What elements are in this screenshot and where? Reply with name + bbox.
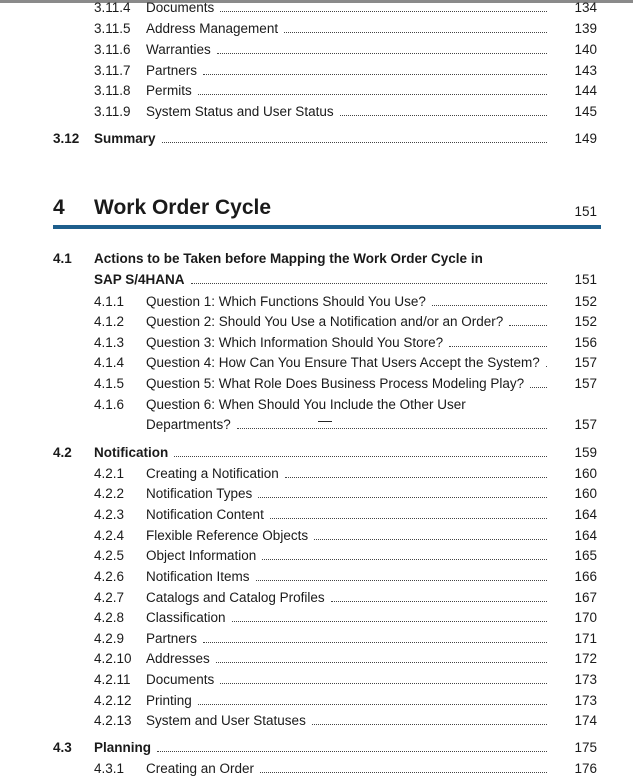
dot-leader [262, 549, 547, 560]
entry-title [146, 335, 553, 350]
entry-title [146, 507, 553, 522]
entry-title-text: Permits [146, 83, 192, 98]
chapter-title: Work Order Cycle [94, 196, 272, 219]
toc-section-4-1[interactable] [0, 272, 633, 292]
entry-page: 157 [574, 376, 597, 391]
entry-title [146, 486, 553, 501]
entry-page: 166 [574, 569, 597, 584]
dot-leader [216, 652, 547, 663]
entry-number: 4.1.6 [94, 397, 125, 412]
toc-entry[interactable] [0, 294, 633, 314]
entry-page: 140 [574, 42, 597, 57]
entry-title-text: Printing [146, 693, 192, 708]
entry-number: 3.11.9 [94, 104, 131, 119]
entry-number: 4.2.7 [94, 590, 125, 605]
entry-page: 174 [574, 713, 597, 728]
entry-number: 3.11.4 [94, 0, 131, 15]
dot-leader [162, 132, 547, 143]
entry-page: 170 [574, 610, 597, 625]
section-number: 4.3 [53, 740, 72, 755]
section-number: 4.1 [53, 251, 72, 266]
dot-leader [530, 377, 547, 388]
dot-leader [546, 356, 547, 367]
entry-page: 164 [574, 507, 597, 522]
dot-leader [203, 632, 547, 643]
toc-entry[interactable] [0, 63, 633, 83]
section-title [94, 272, 553, 287]
entry-number: 4.2.11 [94, 672, 131, 687]
dot-leader [449, 336, 547, 347]
entry-title [146, 314, 553, 329]
entry-title-text: Documents [146, 0, 215, 15]
entry-number: 4.3.1 [94, 761, 125, 776]
entry-page: 167 [574, 590, 597, 605]
entry-title [146, 693, 553, 708]
toc-section-summary[interactable] [0, 131, 633, 151]
entry-title [146, 63, 553, 78]
entry-title-text: Documents [146, 672, 215, 687]
dot-leader [312, 714, 547, 725]
entry-title [146, 610, 553, 625]
section-title [94, 131, 553, 146]
entry-title [146, 376, 553, 391]
entry-title-line1[interactable]: Question 6: When Should You Include the Other User [146, 397, 466, 412]
section-page: 159 [574, 445, 597, 460]
entry-number: 3.11.7 [94, 63, 131, 78]
dot-leader [203, 64, 547, 75]
dot-leader [314, 529, 547, 540]
entry-page: 144 [574, 83, 597, 98]
section-title-text: Summary [94, 131, 156, 146]
section-title-text: Notification [94, 445, 169, 460]
entry-number: 4.1.2 [94, 314, 125, 329]
entry-number: 4.2.13 [94, 713, 132, 728]
entry-title-text: Notification Content [146, 507, 264, 522]
entry-title-text: Catalogs and Catalog Profiles [146, 590, 325, 605]
toc-entry[interactable] [0, 631, 633, 651]
chapter-heading[interactable] [0, 196, 633, 228]
entry-title [146, 590, 553, 605]
entry-page: 172 [574, 651, 597, 666]
entry-title [146, 466, 553, 481]
section-title-text: Planning [94, 740, 151, 755]
toc-entry[interactable] [0, 335, 633, 355]
entry-title-text: Addresses [146, 651, 210, 666]
toc-section-4-3[interactable] [0, 740, 633, 760]
entry-title [146, 713, 553, 728]
dot-leader [174, 446, 547, 457]
entry-page: 156 [574, 335, 597, 350]
entry-title [146, 548, 553, 563]
entry-title-text: System and User Statuses [146, 713, 306, 728]
entry-title [146, 672, 553, 687]
entry-page: 176 [574, 761, 597, 776]
dot-leader [284, 22, 547, 33]
entry-title-text: Question 4: How Can You Ensure That Users Accept the System? [146, 355, 540, 370]
dot-leader [198, 84, 547, 95]
dot-leader [285, 467, 547, 478]
dot-leader [217, 43, 547, 54]
section-page: 149 [574, 131, 597, 146]
toc-entry[interactable] [0, 713, 633, 733]
entry-page: 160 [574, 466, 597, 481]
dot-leader [232, 611, 547, 622]
entry-title-text: Question 2: Should You Use a Notification and/or an Order? [146, 314, 504, 329]
section-page: 175 [574, 740, 597, 755]
entry-page: 173 [574, 672, 597, 687]
dot-leader [220, 673, 547, 684]
toc-entry[interactable] [0, 42, 633, 62]
toc-entry[interactable] [0, 651, 633, 671]
text-cursor-mark [318, 421, 332, 422]
entry-number: 4.2.4 [94, 528, 125, 543]
entry-number: 4.1.4 [94, 355, 125, 370]
dot-leader [340, 105, 547, 116]
dot-leader [191, 273, 547, 284]
entry-title-text: Notification Items [146, 569, 250, 584]
entry-title-text: Partners [146, 631, 198, 646]
entry-title [146, 42, 553, 57]
entry-title-text: Question 1: Which Functions Should You Use? [146, 294, 426, 309]
section-title-line2: SAP S/4HANA [94, 272, 185, 287]
entry-page: 139 [574, 21, 597, 36]
dot-leader [256, 570, 547, 581]
entry-title-text: Question 3: Which Information Should You Store? [146, 335, 444, 350]
toc-entry[interactable] [0, 548, 633, 568]
entry-page: 145 [574, 104, 597, 119]
entry-number: 4.2.3 [94, 507, 125, 522]
entry-title [146, 294, 553, 309]
entry-title [146, 528, 553, 543]
toc-entry[interactable] [0, 569, 633, 589]
toc-section-4-2[interactable] [0, 445, 633, 465]
entry-title-text: Notification Types [146, 486, 253, 501]
entry-title-text: Flexible Reference Objects [146, 528, 309, 543]
entry-number: 3.11.8 [94, 83, 131, 98]
entry-title [146, 651, 553, 666]
toc-entry[interactable] [0, 610, 633, 630]
chapter-number: 4 [53, 196, 65, 219]
section-number: 4.2 [53, 445, 72, 460]
entry-number: 4.2.10 [94, 651, 132, 666]
toc-entry[interactable] [0, 693, 633, 713]
dot-leader [157, 741, 547, 752]
toc-entry[interactable] [0, 590, 633, 610]
dot-leader [220, 1, 547, 12]
entry-number: 4.2.12 [94, 693, 132, 708]
entry-number: 4.2.9 [94, 631, 125, 646]
toc-entry[interactable] [0, 355, 633, 375]
entry-page: 173 [574, 693, 597, 708]
chapter-rule [53, 225, 601, 229]
entry-number: 4.2.8 [94, 610, 125, 625]
entry-number: 4.1.5 [94, 376, 125, 391]
dot-leader [270, 508, 547, 519]
entry-page: 143 [574, 63, 597, 78]
section-title-line1[interactable]: Actions to be Taken before Mapping the Work Order Cycle in [94, 251, 483, 266]
toc-entry[interactable] [0, 21, 633, 41]
entry-title-text: Creating an Order [146, 761, 255, 776]
entry-title [146, 417, 553, 432]
entry-title [146, 569, 553, 584]
entry-title-line2: Departments? [146, 417, 231, 432]
toc-entry[interactable] [0, 486, 633, 506]
entry-page: 157 [574, 355, 597, 370]
toc-entry[interactable] [0, 672, 633, 692]
entry-page: 152 [574, 314, 597, 329]
dot-leader [237, 418, 547, 429]
entry-title [146, 21, 553, 36]
dot-leader [331, 591, 547, 602]
entry-title-text: Address Management [146, 21, 279, 36]
toc-entry[interactable] [0, 417, 633, 437]
entry-title [146, 0, 553, 15]
entry-page: 134 [574, 0, 597, 15]
section-number: 3.12 [53, 131, 80, 146]
toc-entry[interactable] [0, 314, 633, 334]
entry-number: 4.1.3 [94, 335, 125, 350]
entry-number: 3.11.6 [94, 42, 131, 57]
entry-page: 164 [574, 528, 597, 543]
entry-page: 165 [574, 548, 597, 563]
entry-number: 4.2.6 [94, 569, 125, 584]
entry-title-text: Creating a Notification [146, 466, 279, 481]
entry-title-text: Warranties [146, 42, 211, 57]
entry-title-text: System Status and User Status [146, 104, 334, 119]
toc-entry[interactable] [0, 104, 633, 124]
section-title [94, 445, 553, 460]
toc-entry[interactable] [0, 761, 633, 781]
entry-title-text: Object Information [146, 548, 257, 563]
entry-page: 152 [574, 294, 597, 309]
toc-entry[interactable] [0, 83, 633, 103]
section-title [94, 740, 553, 755]
entry-number: 4.1.1 [94, 294, 125, 309]
entry-title [146, 104, 553, 119]
entry-title [146, 83, 553, 98]
entry-number: 4.2.5 [94, 548, 125, 563]
dot-leader [260, 762, 547, 773]
entry-page: 157 [574, 417, 597, 432]
dot-leader [509, 315, 547, 326]
entry-number: 4.2.2 [94, 486, 125, 501]
dot-leader [432, 295, 547, 306]
entry-title-text: Question 5: What Role Does Business Process Modeling Play? [146, 376, 525, 391]
entry-number: 4.2.1 [94, 466, 125, 481]
entry-number: 3.11.5 [94, 21, 131, 36]
toc-entry[interactable] [0, 466, 633, 486]
chapter-page: 151 [574, 204, 597, 219]
dot-leader [258, 487, 547, 498]
entry-title [146, 355, 553, 370]
entry-title-text: Classification [146, 610, 226, 625]
toc-entry[interactable] [0, 376, 633, 396]
dot-leader [198, 694, 547, 705]
entry-title [146, 631, 553, 646]
toc-entry[interactable] [0, 528, 633, 548]
entry-page: 171 [574, 631, 597, 646]
toc-entry[interactable] [0, 507, 633, 527]
section-page: 151 [574, 272, 597, 287]
entry-title-text: Partners [146, 63, 198, 78]
toc-entry[interactable] [0, 0, 633, 20]
entry-page: 160 [574, 486, 597, 501]
